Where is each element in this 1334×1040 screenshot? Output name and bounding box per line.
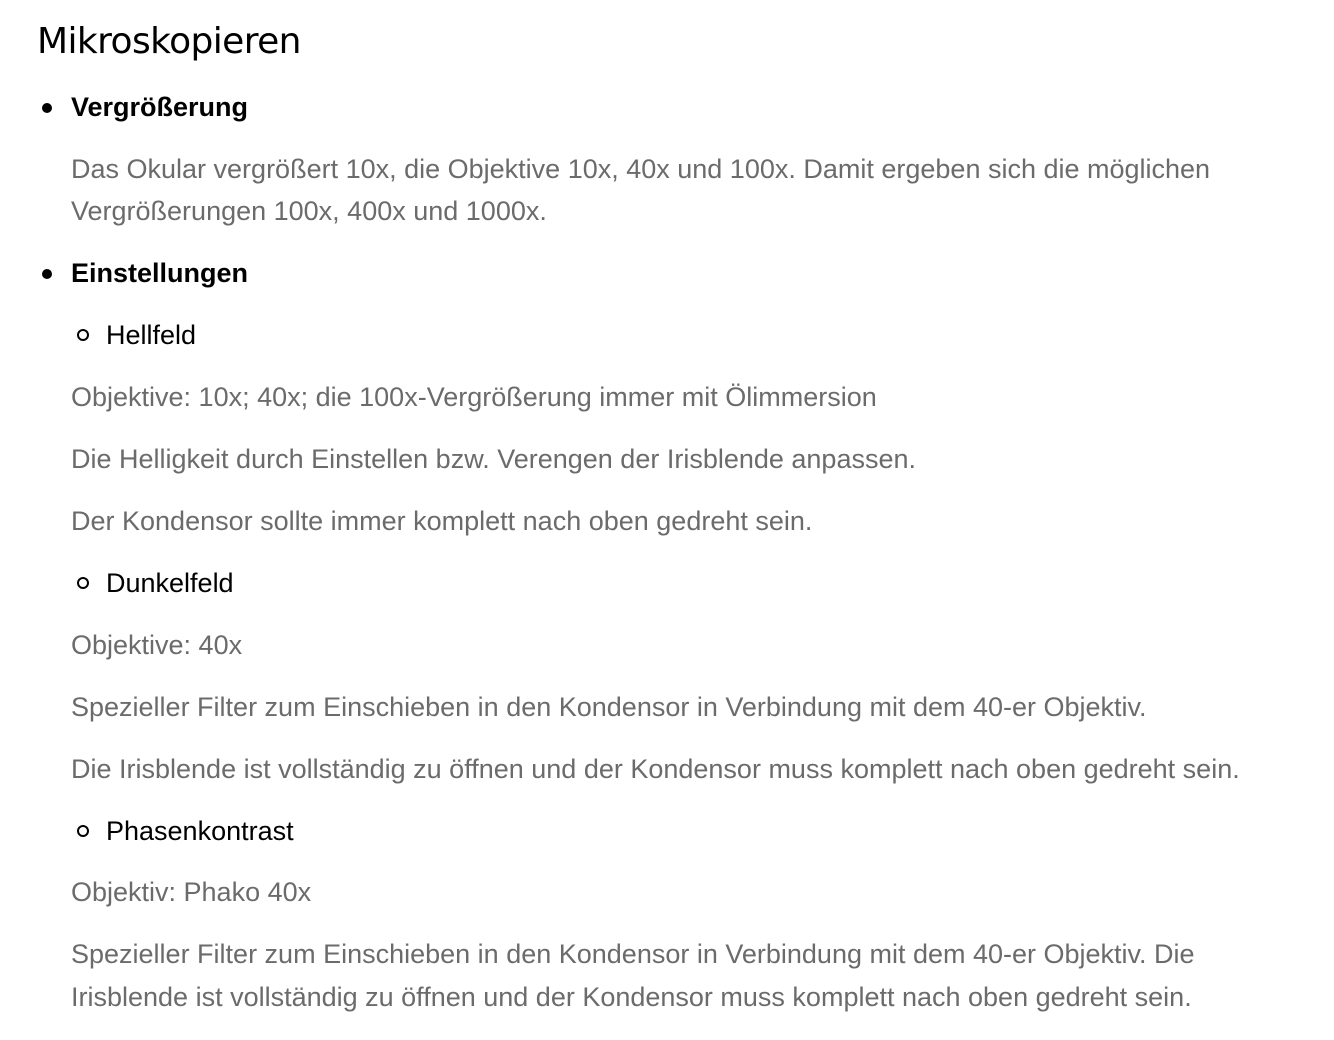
paragraph: Objektiv: Phako 40x [71,877,312,907]
bullet-icon [42,103,52,113]
section-heading-vergroesserung: Vergrößerung [71,92,249,122]
paragraph: Spezieller Filter zum Einschieben in den Kondensor in Verbindung mit dem 40-er Objektiv. [71,692,1147,722]
paragraph: Die Helligkeit durch Einstellen bzw. Verengen der Irisblende anpassen. [71,444,917,474]
subsection-heading-dunkelfeld: Dunkelfeld [106,568,234,598]
circle-bullet-icon [77,329,89,341]
paragraph: Die Irisblende ist vollständig zu öffnen und der Kondensor muss komplett nach oben gedreht sein. [71,754,1240,784]
paragraph: Objektive: 10x; 40x; die 100x-Vergrößerung immer mit Ölimmersion [71,382,877,412]
paragraph-line: Spezieller Filter zum Einschieben in den Kondensor in Verbindung mit dem 40-er Objektiv. Die [71,939,1195,969]
paragraph-line: Das Okular vergrößert 10x, die Objektive 10x, 40x und 100x. Damit ergeben sich die möglichen [71,154,1211,184]
paragraph: Objektive: 40x [71,630,243,660]
circle-bullet-icon [77,577,89,589]
subsection-heading-hellfeld: Hellfeld [106,320,197,350]
page-title: Mikroskopieren [37,21,301,62]
paragraph-line: Vergrößerungen 100x, 400x und 1000x. [71,196,547,226]
circle-bullet-icon [77,825,89,837]
section-heading-einstellungen: Einstellungen [71,258,249,288]
paragraph-line: Irisblende ist vollständig zu öffnen und der Kondensor muss komplett nach oben gedreht sein. [71,982,1192,1012]
paragraph: Der Kondensor sollte immer komplett nach oben gedreht sein. [71,506,813,536]
subsection-heading-phasenkontrast: Phasenkontrast [106,816,294,846]
bullet-icon [42,269,52,279]
